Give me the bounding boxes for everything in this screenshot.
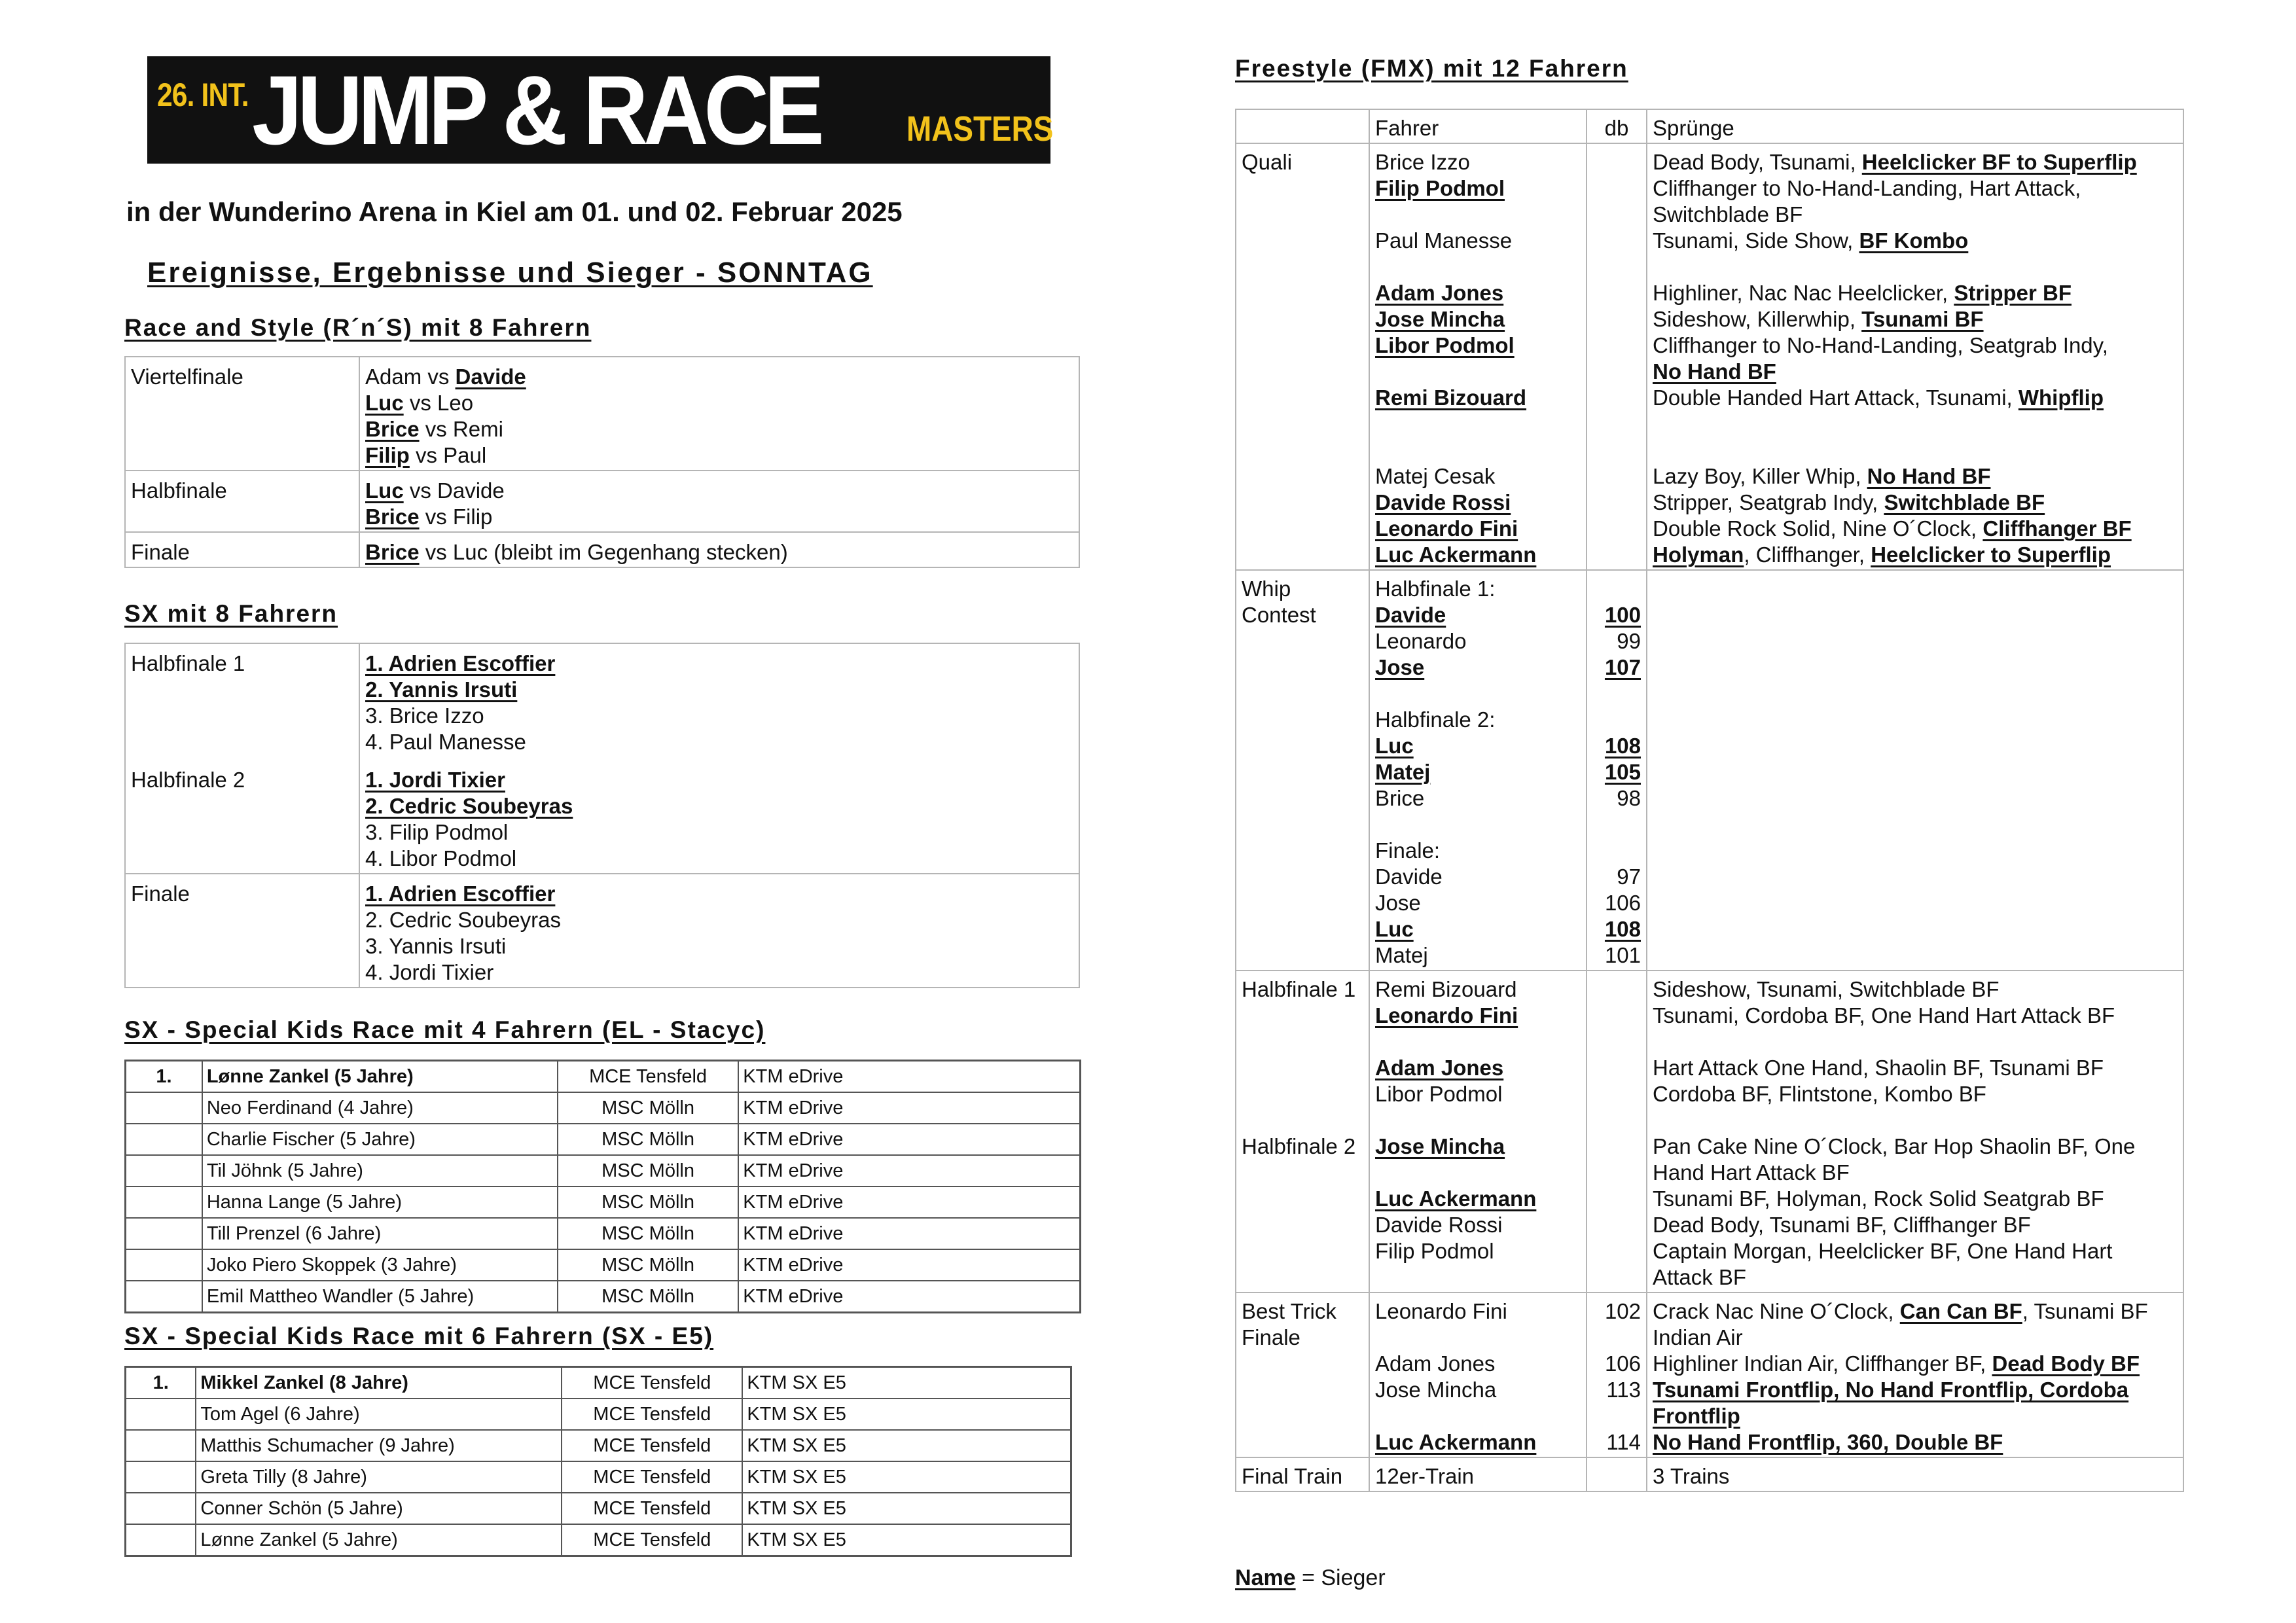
kids4-table [124,1060,1081,1313]
kids-bike: KTM eDrive [738,1155,1080,1186]
kids-club: MCE Tensfeld [562,1399,742,1430]
rns-vf3-winner: Brice [365,417,420,441]
fmx-whip-label [1236,570,1369,971]
kids4-title: SX - Special Kids Race mit 4 Fahrern (EL - Stacyc) [124,1016,766,1043]
kids-bike: KTM eDrive [738,1249,1080,1281]
list-item: 4. Jordi Tixier [365,960,494,984]
kids-name: Tom Agel (6 Jahre) [196,1399,562,1430]
fmx-train-label: Final Train [1236,1457,1369,1491]
score: 97 [1617,865,1641,889]
trick-text: Cordoba BF, Flintstone, Kombo BF [1653,1082,1986,1106]
trick-winner: Whipflip [2018,385,2104,410]
rider-name: Adam Jones [1375,1351,1496,1376]
trick-text: Captain Morgan, Heelclicker BF, One Hand Hart [1653,1239,2113,1263]
rider-name: Paul Manesse [1375,228,1513,253]
trick-winner: No Hand BF [1653,359,1776,383]
kids-club: MCE Tensfeld [562,1367,742,1399]
rider-name: Jose Mincha [1375,1378,1497,1402]
rns-f-winner: Brice [365,540,420,564]
table-row [1236,143,2183,570]
kids-bike: KTM eDrive [738,1124,1080,1155]
trick-text: Lazy Boy, Killer Whip, [1653,464,1867,488]
kids6-table [124,1366,1072,1557]
event-logo [147,55,1054,165]
rider-name: Brice Izzo [1375,150,1470,174]
score: 98 [1617,786,1641,810]
rns-f-label: Finale [125,532,359,567]
kids-name: Joko Piero Skoppek (3 Jahre) [202,1249,558,1281]
fmx-train-db [1587,1457,1647,1491]
legend-name: Name [1235,1565,1296,1590]
rider-name: Adam Jones [1375,1056,1504,1080]
spacer [1592,838,1641,864]
fmx-head-spruenge: Sprünge [1647,109,2183,143]
trick-winner: Switchblade BF [1884,490,2045,514]
trick-winner: Heelclicker BF to Superflip [1861,150,2137,174]
table-row [1236,570,2183,971]
kids-bike: KTM eDrive [738,1218,1080,1249]
score: 113 [1606,1378,1641,1402]
kids-bike: KTM SX E5 [742,1524,1071,1556]
rns-vf2-winner: Luc [365,391,404,415]
rns-title: Race and Style (R´n´S) mit 8 Fahrern [124,314,592,341]
trick-text: Dead Body, Tsunami, [1653,150,1862,174]
trick-text: Highliner, Nac Nac Heelclicker, [1653,281,1954,305]
fmx-head-db: db [1587,109,1647,143]
kids-bike: KTM SX E5 [742,1461,1071,1493]
fmx-besttrick-tricks [1647,1293,2183,1457]
kids-bike: KTM SX E5 [742,1493,1071,1524]
fmx-quali-tricks [1647,143,2183,570]
trick-text: Cliffhanger to No-Hand-Landing, Seatgrab Indy, [1653,333,2108,357]
trick-winner: Holyman [1653,543,1744,567]
fmx-quali-fahrer [1369,143,1587,570]
rns-hf2-winner: Brice [365,505,420,529]
logo-prefix: 26. INT. [157,77,249,113]
rider-name: Brice [1375,786,1425,810]
rider-name: Jose [1375,655,1425,679]
kids-name: Mikkel Zankel (8 Jahre) [196,1367,562,1399]
trick-text: , Cliffhanger, [1744,543,1871,567]
fmx-hf-labels [1236,971,1369,1293]
fmx-besttrick-label [1236,1293,1369,1457]
kids-pos [126,1461,196,1493]
rider-name: Leonardo [1375,629,1467,653]
spacer [1592,707,1641,733]
event-subtitle: in der Wunderino Arena in Kiel am 01. und 02. Februar 2025 [126,196,903,227]
trick-winner: Tsunami Frontflip, No Hand Frontflip, Cordoba [1653,1378,2129,1402]
whip-label-2: Contest [1242,603,1316,627]
rider-name: Leonardo Fini [1375,516,1518,541]
legend-text: = Sieger [1295,1565,1386,1590]
fmx-quali-label: Quali [1236,143,1369,570]
rns-vf2-loser: vs Leo [403,391,474,415]
list-item: 3. Filip Podmol [365,820,509,844]
trick-text: Attack BF [1653,1265,1747,1289]
kids-pos [126,1092,202,1124]
trick-winner: Heelclicker to Superflip [1871,543,2111,567]
logo-suffix: MASTERS [906,109,1054,149]
trick-text: Hand Hart Attack BF [1653,1160,1850,1185]
spacer [1592,576,1641,602]
score: 106 [1604,891,1641,915]
table-row [125,874,1079,988]
table-row [126,1092,1081,1124]
besttrick-label-2: Finale [1242,1325,1300,1349]
sx8-table [124,643,1080,988]
whip-group-label: Halbfinale 2: [1375,707,1496,732]
fmx-besttrick-db [1587,1293,1647,1457]
kids-club: MCE Tensfeld [562,1493,742,1524]
sx8-hf2-label: Halbfinale 2 [131,768,245,792]
rider-name: Jose Mincha [1375,1134,1505,1158]
rns-hf1-winner: Luc [365,478,404,503]
trick-text: Tsunami, Cordoba BF, One Hand Hart Attack BF [1653,1003,2115,1027]
trick-winner: Tsunami BF [1861,307,1984,331]
trick-text: , Tsunami BF [2022,1299,2148,1323]
sx8-f-label: Finale [125,874,359,988]
list-item: 1. Adrien Escoffier [365,651,556,675]
list-item: 2. Cedric Soubeyras [365,908,561,932]
kids-pos [126,1524,196,1556]
rider-name: Leonardo Fini [1375,1003,1518,1027]
kids-bike: KTM eDrive [738,1061,1080,1093]
kids-club: MCE Tensfeld [562,1430,742,1461]
rider-name: Matej [1375,943,1428,967]
rns-vf-label: Viertelfinale [125,357,359,471]
kids-club: MSC Mölln [558,1218,738,1249]
fmx-hf1-label: Halbfinale 1 [1242,977,1356,1001]
kids-bike: KTM eDrive [738,1281,1080,1313]
besttrick-label-1: Best Trick [1242,1299,1336,1323]
fmx-whip-names [1369,570,1587,971]
fmx-hf-tricks [1647,971,2183,1293]
kids6-title: SX - Special Kids Race mit 6 Fahrern (SX - E5) [124,1323,714,1349]
table-row [126,1155,1081,1186]
kids-name: Lønne Zankel (5 Jahre) [202,1061,558,1093]
fmx-head-blank [1236,109,1369,143]
page-heading: Ereignisse, Ergebnisse und Sieger - SONNTAG [147,257,873,289]
kids-pos [126,1430,196,1461]
kids-club: MCE Tensfeld [562,1524,742,1556]
table-row [126,1249,1081,1281]
score: 100 [1604,603,1641,627]
table-row [126,1218,1081,1249]
kids-pos: 1. [126,1367,196,1399]
rider-name: Luc [1375,734,1414,758]
rns-vf3-loser: vs Remi [419,417,503,441]
table-row [126,1186,1081,1218]
score: 107 [1604,655,1641,679]
list-item: 1. Adrien Escoffier [365,882,556,906]
trick-winner: No Hand BF [1867,464,1991,488]
trick-text: Pan Cake Nine O´Clock, Bar Hop Shaolin BF, One [1653,1134,2136,1158]
rider-name: Libor Podmol [1375,1082,1503,1106]
kids-name: Greta Tilly (8 Jahre) [196,1461,562,1493]
trick-text: Sideshow, Killerwhip, [1653,307,1862,331]
whip-group-label: Finale: [1375,838,1441,863]
kids-club: MSC Mölln [558,1092,738,1124]
spacer [1375,681,1581,707]
rider-name: Davide [1375,603,1446,627]
rider-name: Matej Cesak [1375,464,1496,488]
rns-vf4-winner: Filip [365,443,410,467]
table-row [126,1061,1081,1093]
sx8-hf-cell [359,643,1079,874]
kids-name: Emil Mattheo Wandler (5 Jahre) [202,1281,558,1313]
table-row [125,643,1079,874]
list-item: 3. Yannis Irsuti [365,934,507,958]
trick-text: Cliffhanger to No-Hand-Landing, Hart Attack, [1653,176,2081,200]
score: 99 [1617,629,1641,653]
spacer [1592,812,1641,838]
whip-label-1: Whip [1242,577,1291,601]
rider-name: Jose Mincha [1375,307,1505,331]
trick-text: Dead Body, Tsunami BF, Cliffhanger BF [1653,1213,2031,1237]
kids-bike: KTM SX E5 [742,1367,1071,1399]
kids-pos [126,1124,202,1155]
score: 114 [1606,1430,1641,1454]
score: 102 [1604,1299,1641,1323]
kids-club: MSC Mölln [558,1249,738,1281]
kids-name: Matthis Schumacher (9 Jahre) [196,1430,562,1461]
spacer [1592,681,1641,707]
rider-name: Filip Podmol [1375,1239,1494,1263]
fmx-title: Freestyle (FMX) mit 12 Fahrern [1235,55,1628,82]
sx8-title: SX mit 8 Fahrern [124,600,338,627]
fmx-quali-db [1587,143,1647,570]
fmx-whip-tricks [1647,570,2183,971]
kids-pos [126,1186,202,1218]
trick-text: Stripper, Seatgrab Indy, [1653,490,1884,514]
table-row [126,1124,1081,1155]
rider-name: Matej [1375,760,1431,784]
fmx-besttrick-fahrer [1369,1293,1587,1457]
table-row [1236,1457,2183,1491]
rns-vf1-winner: Davide [455,365,526,389]
trick-winner: Cliffhanger BF [1982,516,2132,541]
kids-club: MSC Mölln [558,1155,738,1186]
trick-text: Tsunami BF, Holyman, Rock Solid Seatgrab BF [1653,1186,2104,1211]
trick-text: Indian Air [1653,1325,1743,1349]
table-row [125,357,1079,471]
rns-f-cell [359,532,1079,567]
rns-hf1-loser: vs Davide [403,478,505,503]
kids-bike: KTM eDrive [738,1186,1080,1218]
sx8-hf-labels [125,643,359,874]
rider-name: Davide Rossi [1375,490,1511,514]
rns-table [124,356,1080,568]
score: 101 [1604,943,1641,967]
legend [1235,1565,1386,1591]
trick-winner: Can Can BF [1899,1299,2022,1323]
sx8-f-cell [359,874,1079,988]
fmx-table [1235,109,2184,1492]
kids-pos [126,1218,202,1249]
trick-winner: No Hand Frontflip, 360, Double BF [1653,1430,2003,1454]
whip-group-label: Halbfinale 1: [1375,577,1496,601]
trick-text: Switchblade BF [1653,202,1803,226]
list-item: 1. Jordi Tixier [365,768,505,792]
table-row [125,532,1079,567]
list-item: 2. Cedric Soubeyras [365,794,573,818]
logo-main: JUMP & RACE [252,55,820,165]
fmx-train-tricks: 3 Trains [1647,1457,2183,1491]
kids-club: MSC Mölln [558,1124,738,1155]
trick-text: Tsunami, Side Show, [1653,228,1859,253]
score: 106 [1604,1351,1641,1376]
fmx-hf-db [1587,971,1647,1293]
table-row [126,1281,1081,1313]
rider-name: Libor Podmol [1375,333,1515,357]
trick-text: Sideshow, Tsunami, Switchblade BF [1653,977,2000,1001]
trick-winner: BF Kombo [1859,228,1969,253]
list-item: 4. Paul Manesse [365,730,526,754]
kids-pos [126,1249,202,1281]
rns-vf-cell [359,357,1079,471]
kids-name: Till Prenzel (6 Jahre) [202,1218,558,1249]
rns-hf-label: Halbfinale [125,471,359,532]
table-row [126,1430,1071,1461]
fmx-whip-db [1587,570,1647,971]
fmx-hf-fahrer [1369,971,1587,1293]
kids-bike: KTM SX E5 [742,1430,1071,1461]
table-row [126,1399,1071,1430]
rider-name: Luc [1375,917,1414,941]
sx8-hf1-label: Halbfinale 1 [131,651,245,675]
rns-f-loser: vs Luc (bleibt im Gegenhang stecken) [419,540,788,564]
kids-club: MSC Mölln [558,1281,738,1313]
table-row [1236,971,2183,1293]
kids-pos: 1. [126,1061,202,1093]
rider-name: Luc Ackermann [1375,543,1537,567]
fmx-hf2-label: Halbfinale 2 [1242,1134,1356,1158]
list-item: 2. Yannis Irsuti [365,677,518,702]
score: 105 [1604,760,1641,784]
kids-name: Lønne Zankel (5 Jahre) [196,1524,562,1556]
rider-name: Filip Podmol [1375,176,1505,200]
kids-club: MCE Tensfeld [562,1461,742,1493]
kids-name: Til Jöhnk (5 Jahre) [202,1155,558,1186]
kids-bike: KTM eDrive [738,1092,1080,1124]
fmx-head-fahrer: Fahrer [1369,109,1587,143]
rider-name: Leonardo Fini [1375,1299,1507,1323]
trick-text: Double Rock Solid, Nine O´Clock, [1653,516,1983,541]
table-row [126,1461,1071,1493]
kids-name: Conner Schön (5 Jahre) [196,1493,562,1524]
table-row [126,1493,1071,1524]
kids-name: Charlie Fischer (5 Jahre) [202,1124,558,1155]
kids-pos [126,1399,196,1430]
list-item: 3. Brice Izzo [365,704,484,728]
table-row [1236,1293,2183,1457]
score: 108 [1604,734,1641,758]
rns-hf2-loser: vs Filip [419,505,493,529]
kids-pos [126,1493,196,1524]
rns-hf-cell [359,471,1079,532]
trick-text: Double Handed Hart Attack, Tsunami, [1653,385,2018,410]
rider-name: Adam Jones [1375,281,1504,305]
trick-winner: Frontflip [1653,1404,1740,1428]
kids-club: MCE Tensfeld [558,1061,738,1093]
table-row [126,1367,1071,1399]
rider-name: Davide [1375,865,1443,889]
trick-winner: Dead Body BF [1992,1351,2140,1376]
kids-club: MSC Mölln [558,1186,738,1218]
trick-winner: Stripper BF [1954,281,2072,305]
rider-name: Luc Ackermann [1375,1186,1537,1211]
rider-name: Remi Bizouard [1375,385,1527,410]
kids-pos [126,1281,202,1313]
rns-vf4-loser: vs Paul [409,443,487,467]
rider-name: Davide Rossi [1375,1213,1503,1237]
trick-text: Crack Nac Nine O´Clock, [1653,1299,1900,1323]
rider-name: Jose [1375,891,1421,915]
spacer [1375,812,1581,838]
table-row [1236,109,2183,143]
fmx-train-fahrer: 12er-Train [1369,1457,1587,1491]
kids-pos [126,1155,202,1186]
trick-text: Highliner Indian Air, Cliffhanger BF, [1653,1351,1992,1376]
trick-text: Hart Attack One Hand, Shaolin BF, Tsunami BF [1653,1056,2104,1080]
kids-name: Hanna Lange (5 Jahre) [202,1186,558,1218]
score: 108 [1604,917,1641,941]
rns-vf1-loser: Adam vs [365,365,456,389]
list-item: 4. Libor Podmol [365,846,517,870]
kids-bike: KTM SX E5 [742,1399,1071,1430]
rider-name: Remi Bizouard [1375,977,1517,1001]
rider-name: Luc Ackermann [1375,1430,1537,1454]
table-row [126,1524,1071,1556]
table-row [125,471,1079,532]
kids-name: Neo Ferdinand (4 Jahre) [202,1092,558,1124]
